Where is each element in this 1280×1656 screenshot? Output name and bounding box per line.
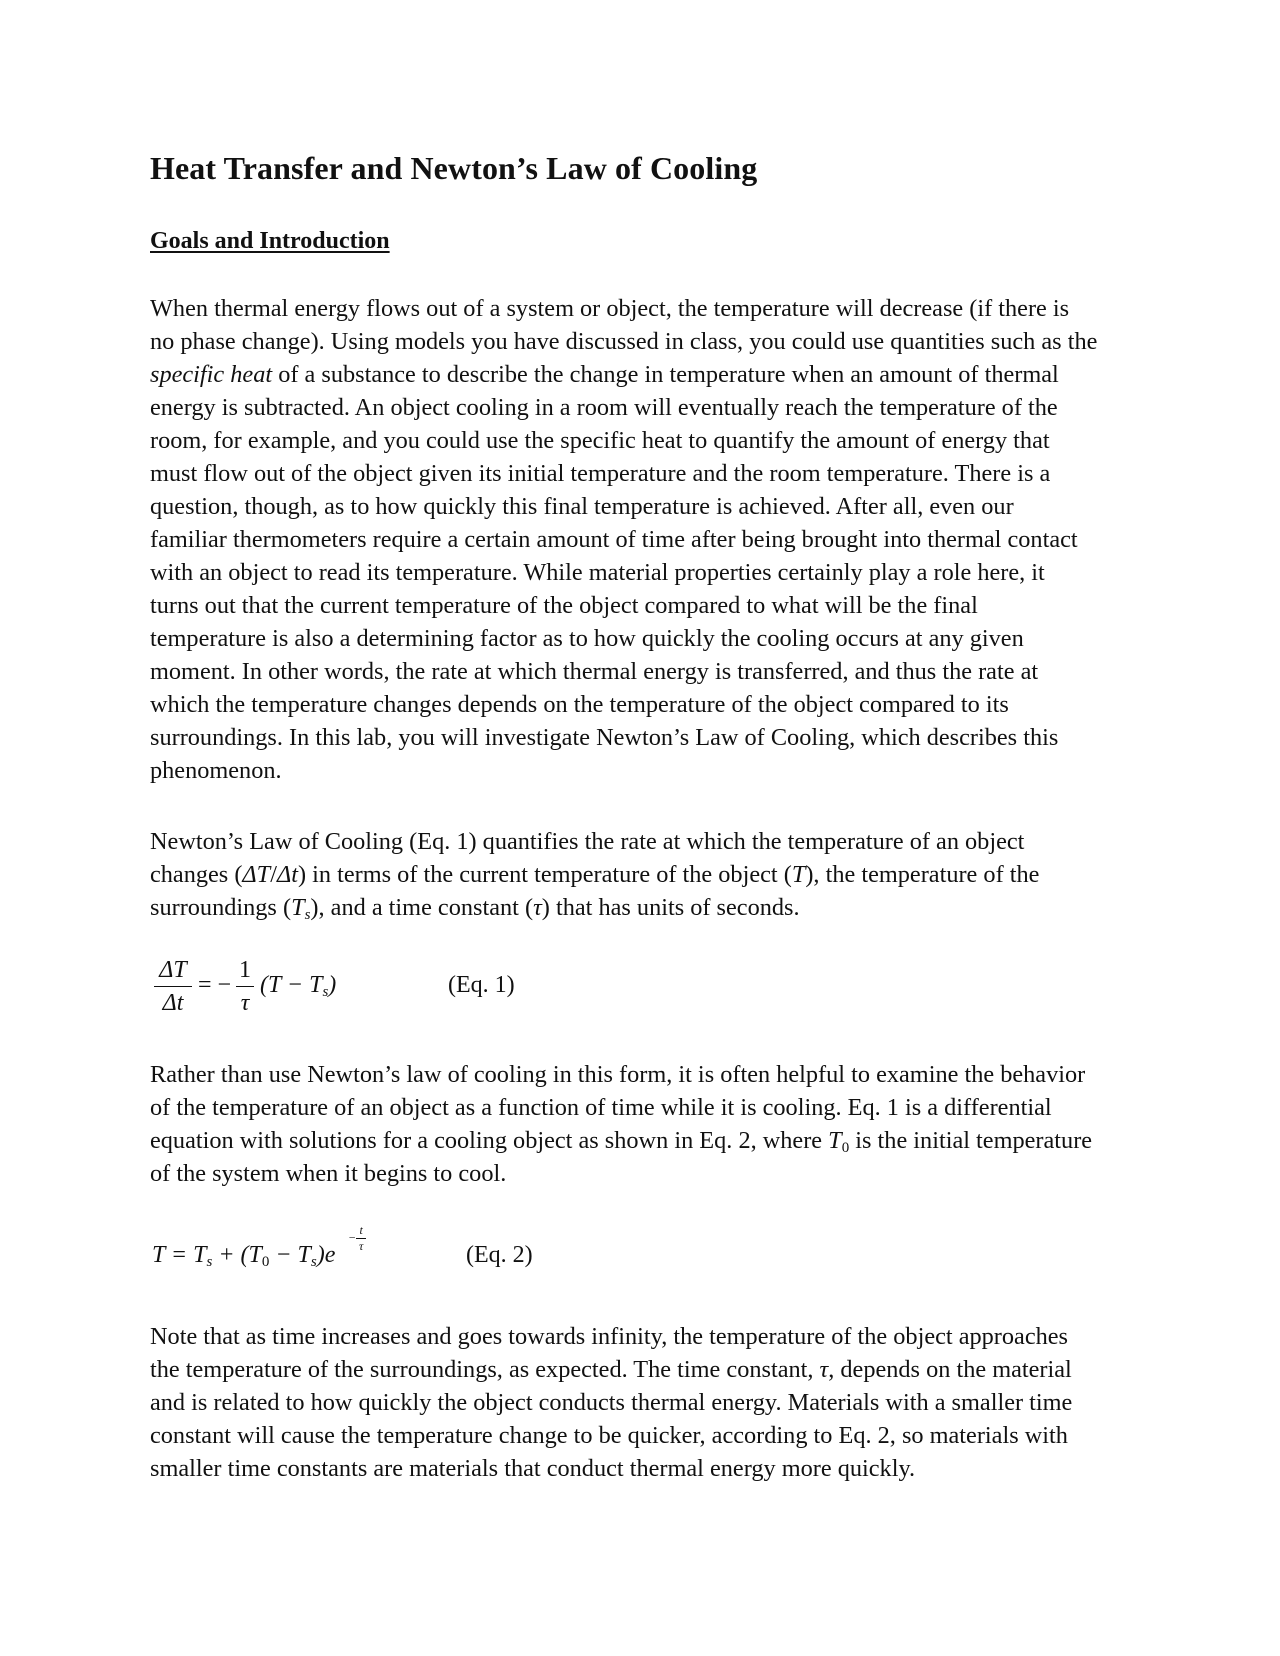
math-expression: )e [316,1242,336,1268]
document-title: Heat Transfer and Newton’s Law of Cooling [150,150,758,186]
text-line [150,1124,1140,1157]
fraction-one-over-tau [236,955,254,1018]
math-subscript: s [206,1254,213,1270]
math-subscript: s [304,907,311,923]
text-line [150,358,1140,391]
equation-2 [150,1224,710,1284]
text-line [150,1353,1140,1386]
text-line: energy is subtracted. An object cooling in a room will eventually reach the temperature of the [150,394,1058,421]
equation-1-label: (Eq. 1) [448,972,515,998]
text-line: When thermal energy flows out of a system or object, the temperature will decrease (if there is [150,295,1070,322]
math-subscript: 0 [261,1254,270,1270]
math-delta-T: ΔT [242,861,271,888]
math-subscript: s [310,1254,317,1270]
text-fragment: / [270,861,277,888]
paragraph-solution [150,1058,1140,1190]
text-line: room, for example, and you could use the specific heat to quantify the amount of energy that [150,427,1050,454]
text-fragment: , depends on the material [828,1356,1072,1383]
text-line: familiar thermometers require a certain amount of time after being brought into thermal contact [150,526,1078,553]
exponent-fraction [356,1224,366,1253]
math-subscript: 0 [841,1140,850,1156]
text-line: Newton’s Law of Cooling (Eq. 1) quantifies the rate at which the temperature of an object [150,828,1025,855]
text-line: must flow out of the object given its initial temperature and the room temperature. There is a [150,460,1051,487]
text-line: moment. In other words, the rate at which thermal energy is transferred, and thus the rate at [150,658,1039,685]
text-line: and is related to how quickly the object conducts thermal energy. Materials with a smaller time [150,1389,1073,1416]
equation-1-parenthetical [260,972,336,999]
equation-2-label: (Eq. 2) [466,1242,533,1268]
text-line: of the system when it begins to cool. [150,1160,507,1187]
math-expression: − T [269,1242,311,1268]
text-fragment: ), the temperature of the [805,861,1040,888]
math-expression: (T − T [260,972,323,998]
math-tau: τ [533,894,542,921]
text-fragment: ) that has units of seconds. [541,894,800,921]
text-line: Note that as time increases and goes towards infinity, the temperature of the object approaches [150,1323,1069,1350]
fraction-numerator: t [359,1223,363,1237]
paragraph-newtons-law [150,825,1140,924]
math-tau: τ [819,1356,829,1383]
text-line: Rather than use Newton’s law of cooling in this form, it is often helpful to examine the behavior [150,1061,1086,1088]
section-heading-goals: Goals and Introduction [150,228,390,254]
fraction-denominator: Δt [162,990,184,1016]
paragraph-time-constant [150,1320,1140,1485]
math-symbol: T [828,1127,842,1154]
fraction-bar [236,986,254,987]
exponent-minus: − [348,1230,357,1245]
equation-1 [150,955,670,1027]
exponent-minus-t-over-tau [348,1224,366,1253]
math-subscript: s [322,984,329,1000]
text-line: smaller time constants are materials that conduct thermal energy more quickly. [150,1455,916,1482]
text-line: which the temperature changes depends on the temperature of the object compared to its [150,691,1009,718]
text-line: no phase change). Using models you have discussed in class, you could use quantities such as the [150,328,1098,355]
text-fragment: the temperature of the surroundings, as expected. The time constant, [150,1356,820,1383]
text-fragment: surroundings ( [150,894,292,921]
fraction-denominator: τ [240,990,250,1016]
math-expression: + (T [212,1242,262,1268]
math-expression: ) [328,972,337,998]
text-line: turns out that the current temperature of the object compared to what will be the final [150,592,978,619]
math-T-0 [828,1127,849,1154]
fraction-numerator: 1 [239,957,251,983]
text-fragment: is the initial temperature [849,1127,1093,1154]
math-delta-t: Δt [276,861,298,888]
text-line: temperature is also a determining factor as to how quickly the cooling occurs at any given [150,625,1024,652]
text-line: constant will cause the temperature change to be quicker, according to Eq. 2, so materials with [150,1422,1068,1449]
italic-term-specific-heat: specific heat [150,361,273,388]
math-expression: T = T [152,1242,207,1268]
text-fragment: ), and a time constant ( [310,894,534,921]
equals-minus-sign: = − [198,972,232,998]
math-T-s [291,894,310,921]
text-line: question, though, as to how quickly this final temperature is achieved. After all, even our [150,493,1014,520]
text-line: with an object to read its temperature. While material properties certainly play a role here, it [150,559,1045,586]
text-line: phenomenon. [150,757,282,784]
text-line [150,858,1140,891]
fraction-bar [154,986,192,987]
text-line: surroundings. In this lab, you will investigate Newton’s Law of Cooling, which describes this [150,724,1059,751]
fraction-numerator: ΔT [159,957,187,983]
fraction-denominator: τ [358,1239,364,1253]
text-fragment: ) in terms of the current temperature of the object ( [297,861,792,888]
text-fragment: changes ( [150,861,243,888]
text-fragment: equation with solutions for a cooling object as shown in Eq. 2, where [150,1127,829,1154]
paragraph-introduction [150,292,1140,787]
equation-2-expression [152,1242,335,1269]
text-fragment: of a substance to describe the change in temperature when an amount of thermal [272,361,1059,388]
fraction-delta-T-over-delta-t [154,955,192,1018]
text-line: of the temperature of an object as a function of time while it is cooling. Eq. 1 is a differential [150,1094,1052,1121]
math-symbol: T [291,894,305,921]
math-T: T [791,861,806,888]
text-line [150,891,1140,924]
